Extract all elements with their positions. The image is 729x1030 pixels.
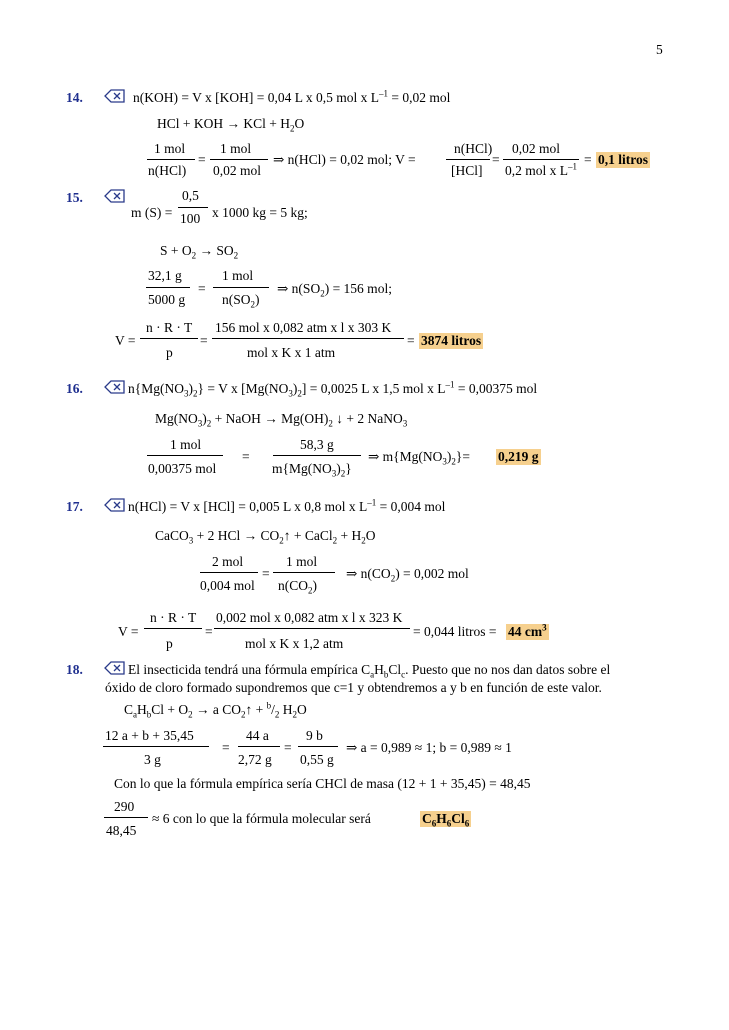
- p15-line1-end: x 1000 kg = 5 kg;: [212, 205, 308, 220]
- p18-line-emp: Con lo que la fórmula empírica sería CHCl de masa (12 + 1 + 35,45) = 48,45: [114, 776, 531, 791]
- p16-f2-num: 58,3 g: [300, 437, 334, 452]
- p18-eq2: =: [284, 740, 292, 755]
- p16-f2-bar: [273, 455, 361, 456]
- p16-f1-den: 0,00375 mol: [148, 461, 217, 476]
- erase-icon: [104, 661, 126, 675]
- p18-f3-den: 0,55 g: [300, 752, 334, 767]
- p18-f1-num: 12 a + b + 35,45: [105, 728, 194, 743]
- p14-f1-bar: [147, 159, 195, 160]
- p14-f3-den: [HCl]: [451, 163, 483, 178]
- p14-f1-den: n(HCl): [148, 163, 187, 178]
- p15-v-f1-num: n · R · T: [146, 320, 193, 335]
- p18-f1-bar: [103, 746, 209, 747]
- p16-line1: $n\{Mg(NO_3)_2\} = V$ x $[Mg(NO_3)_2] = 0,0025$ L x 1,5 mol x $L^{-1} = 0,00375$ mol: [128, 379, 538, 399]
- p18-f3-bar: [298, 746, 338, 747]
- p14-eq: =: [198, 152, 206, 167]
- p14-f2-bar: [210, 159, 268, 160]
- p14-f1-num: 1 mol: [154, 141, 186, 156]
- p15-f2-bar: [213, 287, 269, 288]
- erase-icon: [104, 498, 126, 512]
- p18-reaction: $C_aH_bCl + O_2 \to a$ $CO_2↑ + ^b/_2$ $H_2O$: [124, 700, 307, 720]
- problem-number-18: 18.: [66, 662, 83, 677]
- p18-result: $C_6H_6Cl_6$: [422, 811, 470, 829]
- p17-v-f1-num: n · R · T: [150, 610, 197, 625]
- p15-v-f2-num: 156 mol x 0,082 atm x l x 303 K: [215, 320, 392, 335]
- problem-number-16: 16.: [66, 381, 83, 396]
- p17-v-f1-den: p: [166, 636, 173, 651]
- p14-f3-bar: [446, 159, 490, 160]
- p15-frac-den: 100: [180, 211, 201, 226]
- p15-reaction: $S + O_2 \to SO_2$: [160, 243, 239, 261]
- p18-f2-den: 2,72 g: [238, 752, 272, 767]
- p17-result: 44 $cm^3$: [508, 622, 547, 639]
- p14-line1: n(KOH) = V x [KOH] = 0,04 L x 0,5 mol x $L^{-1} = 0,02$ mol: [133, 88, 451, 105]
- p16-eq: =: [242, 449, 250, 464]
- p15-f1-num: 32,1 g: [148, 268, 182, 283]
- p14-f4-bar: [503, 159, 579, 160]
- p14-result: 0,1 litros: [598, 152, 648, 167]
- p15-f1-den: 5000 g: [148, 292, 186, 307]
- p17-v-end: = 0,044 litros =: [413, 624, 497, 639]
- p14-f2-den: 0,02 mol: [213, 163, 262, 178]
- p15-eq: =: [198, 281, 206, 296]
- p14-reaction: HCl + KOH → KCl + $H_2O$: [157, 116, 305, 134]
- p15-result: 3874 litros: [421, 333, 482, 348]
- p15-v-eq2: =: [407, 333, 415, 348]
- p18-f4-den: 48,45: [106, 823, 137, 838]
- p14-eq2: =: [492, 152, 500, 167]
- p16-reaction: $Mg(NO_3)_2$ + NaOH → $Mg(OH)_2$ ↓ + 2 NaNO$_3$: [155, 411, 408, 429]
- p14-f3-num: n(HCl): [454, 141, 493, 156]
- p14-f2-num: 1 mol: [220, 141, 252, 156]
- p14-f4-num: 0,02 mol: [512, 141, 561, 156]
- p17-v-f2-den: mol x K x 1,2 atm: [245, 636, 344, 651]
- p18-f2-bar: [238, 746, 280, 747]
- p16-f1-bar: [147, 455, 223, 456]
- p18-f4-bar: [104, 817, 148, 818]
- p18-text2: óxido de cloro formado supondremos que c=1 y obtendremos a y b en función de este valor.: [105, 680, 602, 695]
- p17-v-f1-bar: [144, 628, 202, 629]
- p15-f2-num: 1 mol: [222, 268, 254, 283]
- p15-v-eq: =: [200, 333, 208, 348]
- problem-number-17: 17.: [66, 499, 83, 514]
- p18-mid: ⇒ a = 0,989 ≈ 1; b = 0,989 ≈ 1: [346, 740, 512, 755]
- p14-f4-den: 0,2 mol x $L^{-1}$: [505, 161, 577, 178]
- p17-f2-num: 1 mol: [286, 554, 318, 569]
- p16-result: 0,219 g: [498, 449, 539, 464]
- page-number: 5: [656, 42, 663, 57]
- p15-v-f1-den: p: [166, 345, 173, 360]
- p15-frac-bar: [178, 207, 208, 208]
- p16-f1-num: 1 mol: [170, 437, 202, 452]
- p16-f2-den: $m\{Mg(NO_3)_2\}$: [272, 461, 352, 479]
- p17-v-f2-num: 0,002 mol x 0,082 atm x l x 323 K: [216, 610, 403, 625]
- problem-number-14: 14.: [66, 90, 83, 105]
- p18-f4-num: 290: [114, 799, 135, 814]
- p17-mid: ⇒ $n(CO_2) = 0,002$ mol: [346, 566, 469, 584]
- p17-line1: n(HCl) = V x [HCl] = 0,005 L x 0,8 mol x $L^{-1} = 0,004$ mol: [128, 497, 446, 514]
- p17-f2-bar: [273, 572, 335, 573]
- p15-v-f1-bar: [140, 338, 198, 339]
- p17-v-start: V =: [118, 624, 139, 639]
- p18-text1: El insecticida tendrá una fórmula empírica $C_aH_bCl_c$. Puesto que no nos dan datos sobre el: [128, 662, 611, 680]
- p17-eq: =: [262, 566, 270, 581]
- problem-number-15: 15.: [66, 190, 83, 205]
- p18-f2-num: 44 a: [246, 728, 269, 743]
- p17-f1-den: 0,004 mol: [200, 578, 255, 593]
- erase-icon: [104, 380, 126, 394]
- p17-f2-den: $n(CO_2)$: [278, 578, 317, 596]
- p14-mid: ⇒ n(HCl) = 0,02 mol; V =: [273, 152, 416, 167]
- p17-f1-num: 2 mol: [212, 554, 244, 569]
- p15-mass-label: m (S) =: [131, 205, 173, 220]
- p16-mid: ⇒ $m\{Mg(NO_3)_2\}=$: [368, 449, 471, 467]
- p17-reaction: CaCO$_3$ + 2 HCl → $CO_2↑$ + CaCl$_2$ + $H_2O$: [155, 528, 376, 546]
- p18-f1-den: 3 g: [144, 752, 161, 767]
- p15-v-f2-den: mol x K x 1 atm: [247, 345, 336, 360]
- p18-f3-num: 9 b: [306, 728, 323, 743]
- erase-icon: [104, 189, 126, 203]
- p18-eq: =: [222, 740, 230, 755]
- p17-v-eq: =: [205, 624, 213, 639]
- p17-f1-bar: [200, 572, 258, 573]
- p14-eq3: =: [584, 152, 592, 167]
- p15-v-start: V =: [115, 333, 136, 348]
- p18-line-mol: ≈ 6 con lo que la fórmula molecular será: [152, 811, 371, 826]
- p15-v-f2-bar: [212, 338, 404, 339]
- p17-v-f2-bar: [214, 628, 410, 629]
- p15-f2-den: $n(SO_2)$: [222, 292, 260, 310]
- p15-f1-bar: [146, 287, 190, 288]
- erase-icon: [104, 89, 126, 103]
- p15-result-line: ⇒ $n(SO_2) = 156$ mol;: [277, 281, 392, 299]
- p15-frac-num: 0,5: [182, 188, 199, 203]
